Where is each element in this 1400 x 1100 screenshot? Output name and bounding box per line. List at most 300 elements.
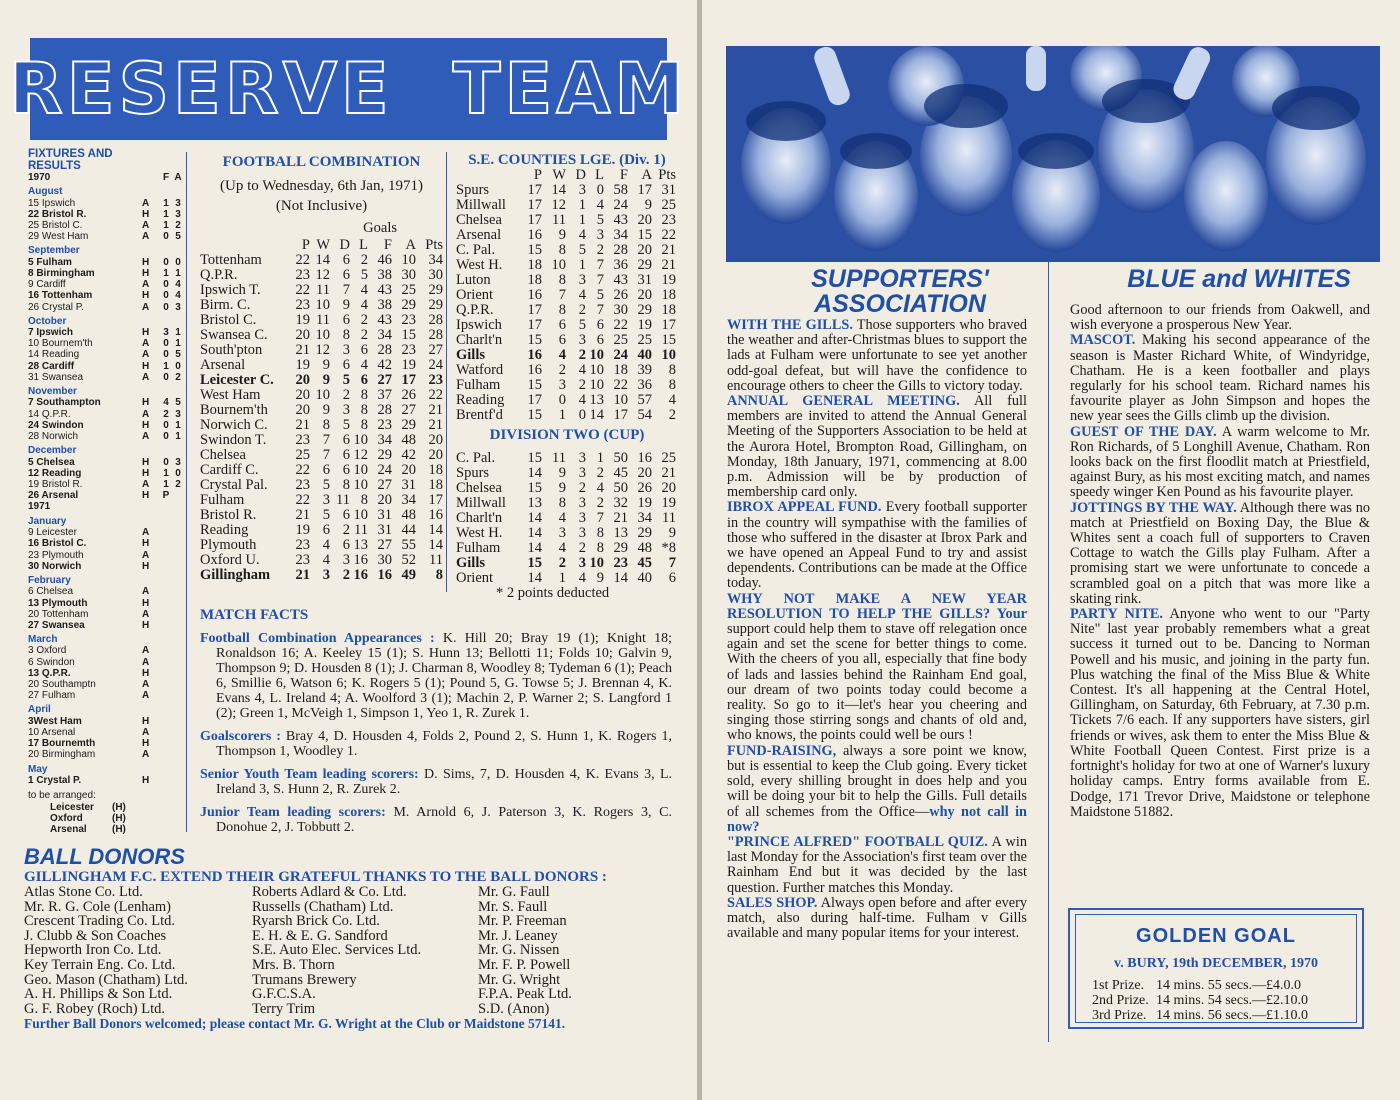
cell-d: 4 (578, 570, 586, 586)
cell-p: 15 (527, 407, 542, 423)
fixture-venue: A (142, 608, 150, 620)
cell-w: 10 (551, 257, 566, 273)
cell-d: 6 (342, 447, 350, 463)
cell-team: Chelsea (456, 212, 502, 228)
cell-l: 6 (596, 332, 604, 348)
table-row (200, 418, 443, 433)
fixture-goals-for: 1 (163, 219, 169, 231)
article-paragraph (1070, 303, 1370, 333)
cell-d: 1 (578, 257, 586, 273)
donor-name: Roberts Adlard & Co. Ltd. (252, 884, 407, 900)
cell-pts: 24 (428, 357, 443, 373)
cell-f: 31 (377, 522, 392, 538)
cell-pts: 14 (428, 537, 443, 553)
cell-f: 36 (613, 257, 628, 273)
cell-f: 50 (613, 450, 628, 466)
cell-p: 16 (527, 227, 542, 243)
fixture-goals-against: 2 (175, 219, 181, 231)
cell-d: 4 (578, 287, 586, 303)
table-row (200, 493, 443, 508)
fixture-goals-for (160, 538, 172, 549)
fixture-row (28, 690, 198, 701)
div2-title: DIVISION TWO (CUP) (489, 427, 645, 443)
table-row (456, 348, 676, 363)
cell-team: Q.P.R. (456, 302, 494, 318)
arranged-row (28, 813, 198, 824)
team-header (456, 168, 518, 183)
cell-a: 34 (637, 510, 652, 526)
cell-a: 26 (401, 387, 416, 403)
fixture-row (28, 338, 198, 349)
cell-l: 10 (353, 432, 368, 448)
cell-a: 16 (637, 450, 652, 466)
cell-l: 4 (360, 357, 368, 373)
fixtures-title-1: FIXTURES AND (28, 148, 113, 160)
table-row (456, 198, 676, 213)
column-header: P (533, 167, 542, 183)
cell-l: 14 (589, 407, 604, 423)
cell-l: 7 (596, 510, 604, 526)
cell-p: 15 (527, 332, 542, 348)
cell-pts: 21 (661, 257, 676, 273)
golden-goal-prizes (1076, 978, 1356, 1023)
fixture-row (28, 668, 198, 679)
junior-scorers-text: M. Arnold 6, J. Paterson 3, K. Rogers 3, C. Donohue 2, J. Tobbutt 2. (216, 805, 672, 835)
fixture-goals-against (172, 668, 184, 679)
cell-a: 40 (637, 347, 652, 363)
fixture-goals-against: 3 (175, 456, 181, 468)
column-header: W (316, 237, 330, 253)
cell-l: 0 (596, 182, 604, 198)
cell-l: 13 (589, 392, 604, 408)
donors-column-2 (252, 885, 478, 1016)
month-heading: March (28, 634, 58, 646)
cell-w: 3 (558, 377, 566, 393)
cell-w: 0 (558, 392, 566, 408)
fixture-row (28, 716, 198, 727)
cell-p: 16 (527, 287, 542, 303)
fixture-goals-for: 0 (163, 419, 169, 431)
cell-pts: 22 (428, 387, 443, 403)
paragraph-text: Every football supporter in the country will sympathise with the families of those who suffered in the disaster at Ibrox Park and we have opened an Appeal Fund to try and assist dependents. Contributions can be made at the Office today. (727, 499, 1027, 592)
table-row (456, 213, 676, 228)
table-row (456, 526, 676, 541)
cell-f: 34 (377, 432, 392, 448)
column-header: L (595, 167, 604, 183)
cell-d: 7 (342, 282, 350, 298)
table-row (456, 451, 676, 466)
table-row (200, 313, 443, 328)
fixture-venue: A (142, 586, 150, 598)
fixture-venue: A (142, 197, 150, 209)
fixture-opponent: 16 Tottenham (28, 290, 93, 302)
cell-w: 11 (316, 282, 330, 298)
fixture-venue: H (142, 560, 150, 572)
cell-f: 28 (377, 402, 392, 418)
article-paragraph (727, 500, 1027, 591)
match-facts-title: MATCH FACTS (200, 607, 309, 623)
cell-a: 31 (637, 272, 652, 288)
cell-p: 21 (295, 342, 310, 358)
cell-w: 8 (558, 302, 566, 318)
fixture-row (28, 727, 198, 738)
fixture-goals-against: 0 (175, 256, 181, 268)
month-heading: November (28, 386, 77, 398)
cell-d: 3 (578, 555, 586, 571)
donor-name: F.P.A. Peak Ltd. (478, 986, 572, 1003)
cell-pts: 34 (428, 252, 443, 268)
cell-pts: 8 (435, 567, 443, 583)
cell-team: Gillingham (200, 567, 271, 583)
cell-pts: 6 (668, 570, 676, 586)
month-heading: August (28, 186, 63, 198)
fixture-venue: A (142, 549, 150, 561)
cell-p: 14 (527, 570, 542, 586)
cell-a: 25 (637, 332, 652, 348)
fixture-venue: A (142, 727, 150, 738)
paragraph-text: Those supporters who braved the weather and after-Christmas blues to support the lads at Fulham were unfortunate to see yet another odd-goal defeat, but will have the confidence to encourage others to cheer the Gills to victory today. (727, 317, 1027, 394)
fixture-row (28, 775, 198, 786)
table-row (200, 523, 443, 538)
cell-d: 6 (342, 252, 350, 268)
golden-goal-box (1068, 908, 1364, 1029)
fixture-opponent: 3 Oxford (28, 645, 67, 657)
fixture-goals-against: 3 (175, 408, 181, 420)
cell-f: 18 (613, 362, 628, 378)
fixture-opponent: 27 Swansea (28, 619, 85, 631)
fixture-opponent: 28 Norwich (28, 431, 79, 442)
cell-d: 8 (342, 327, 350, 343)
cell-a: 29 (637, 302, 652, 318)
cell-l: 16 (353, 552, 368, 568)
fixture-goals-for: 0 (163, 279, 169, 291)
cell-pts: 23 (428, 372, 443, 388)
cell-p: 18 (527, 257, 542, 273)
cell-f: 26 (613, 287, 628, 303)
cell-d: 2 (342, 522, 350, 538)
cell-d: 11 (336, 492, 350, 508)
fixture-opponent: 24 Swindon (28, 419, 84, 431)
cell-pts: 28 (428, 327, 443, 343)
cell-a: 10 (401, 252, 416, 268)
fixture-opponent: 29 West Ham (28, 231, 89, 243)
cell-d: 2 (342, 567, 350, 583)
cell-team: Bristol C. (200, 312, 257, 328)
fixture-venue: A (142, 749, 150, 761)
cell-p: 15 (527, 555, 542, 571)
fixture-row (28, 431, 198, 442)
cell-l: 8 (360, 417, 368, 433)
cell-pts: 8 (668, 362, 676, 378)
paragraph-heading: MASCOT. (1070, 332, 1136, 349)
golden-goal-title: GOLDEN GOAL (1136, 925, 1296, 947)
cell-pts: 21 (428, 417, 443, 433)
cell-d: 1 (578, 212, 586, 228)
donor-name: Trumans Brewery (252, 971, 357, 988)
fixture-goals-against (172, 598, 184, 609)
cell-f: 38 (377, 297, 392, 313)
cell-f: 22 (613, 317, 628, 333)
cell-l: 10 (353, 507, 368, 523)
cell-pts: 20 (661, 480, 676, 496)
table-row (200, 508, 443, 523)
cell-f: 43 (613, 272, 628, 288)
cell-d: 6 (342, 507, 350, 523)
arranged-row (28, 824, 198, 835)
cell-pts: 18 (428, 477, 443, 493)
cell-l: 8 (360, 492, 368, 508)
fixture-goals-against (172, 716, 184, 727)
fixture-goals-against: 1 (175, 431, 181, 442)
appearances-paragraph (200, 631, 672, 721)
cell-p: 22 (295, 252, 310, 268)
cell-a: 44 (401, 522, 416, 538)
cell-team: Fulham (456, 540, 501, 556)
cell-pts: 30 (428, 267, 443, 283)
cell-w: 8 (558, 495, 566, 511)
cell-team: Spurs (456, 465, 490, 481)
fixture-goals-for: 1 (163, 208, 169, 220)
cell-f: 14 (613, 570, 628, 586)
fixture-opponent: 26 Crystal P. (28, 301, 84, 313)
fixture-goals-for (160, 727, 172, 738)
cell-team: Orient (456, 287, 494, 303)
fixture-goals-against (172, 538, 184, 549)
cell-f: 28 (377, 342, 392, 358)
cell-w: 3 (558, 525, 566, 541)
prize-value: 14 mins. 56 secs.—£1.10.0 (1156, 1008, 1309, 1023)
fixture-row (28, 586, 198, 597)
fixture-venue: H (142, 256, 150, 268)
fixture-goals-against: 0 (175, 360, 181, 372)
fixture-goals-for (160, 679, 172, 690)
cell-team: Bristol R. (200, 507, 257, 523)
cell-f: 32 (613, 495, 628, 511)
fixture-opponent: 10 Arsenal (28, 727, 76, 738)
cell-w: 10 (315, 297, 330, 313)
fixture-opponent: 30 Norwich (28, 560, 82, 572)
cell-p: 14 (527, 525, 542, 541)
fixture-row (28, 198, 198, 209)
banner-title (8, 38, 689, 140)
cell-w: 6 (558, 317, 566, 333)
division-two-table (456, 428, 678, 601)
cell-l: 7 (596, 302, 604, 318)
fixture-goals-against (172, 738, 184, 749)
fixture-venue: H (142, 419, 150, 431)
cell-p: 16 (527, 362, 542, 378)
cell-f: 27 (377, 537, 392, 553)
cell-l: 4 (360, 297, 368, 313)
fixture-goals-against: 5 (175, 231, 181, 243)
cell-a: 9 (644, 197, 652, 213)
table-row (200, 448, 443, 463)
cell-f: 25 (613, 332, 628, 348)
table-row (200, 553, 443, 568)
cell-w: 9 (558, 227, 566, 243)
article-paragraph (727, 896, 1027, 942)
table-row (200, 403, 443, 418)
fixture-opponent: 23 Plymouth (28, 549, 84, 561)
table-row (200, 373, 443, 388)
cell-a: 20 (637, 287, 652, 303)
cell-w: 7 (322, 447, 330, 463)
cell-p: 22 (295, 462, 310, 478)
fixture-goals-for (160, 657, 172, 668)
fixture-opponent: 6 Swindon (28, 656, 75, 668)
column-header: F (383, 237, 392, 253)
fixture-venue: A (142, 371, 150, 383)
cell-p: 15 (527, 377, 542, 393)
reserve-team-banner (8, 38, 689, 140)
cell-d: 6 (342, 537, 350, 553)
sec-title: S.E. COUNTIES LGE. (Div. 1) (468, 152, 666, 168)
table-row (200, 463, 443, 478)
cell-d: 6 (342, 357, 350, 373)
cell-p: 19 (295, 312, 310, 328)
cell-l: 8 (360, 402, 368, 418)
cell-p: 23 (295, 267, 310, 283)
cell-w: 9 (558, 465, 566, 481)
cell-team: Birm. C. (200, 297, 251, 313)
fixture-goals-for (160, 620, 172, 631)
paragraph-heading: JOTTINGS BY THE WAY. (1070, 499, 1237, 516)
fixture-goals-for: 1 (163, 267, 169, 279)
cell-l: 4 (596, 197, 604, 213)
cell-d: 6 (342, 462, 350, 478)
donor-name: Mr. G. Wright (478, 971, 561, 988)
cell-a: 19 (401, 357, 416, 373)
fixture-opponent: 13 Plymouth (28, 597, 88, 609)
table-row (200, 478, 443, 493)
fixture-goals-against: 3 (175, 197, 181, 209)
cell-pts: 11 (662, 510, 676, 526)
cell-l: 7 (596, 272, 604, 288)
table-row (456, 258, 676, 273)
fixture-row (28, 609, 198, 620)
cell-team: Swindon T. (200, 432, 267, 448)
fixture-row (28, 397, 198, 408)
fixture-venue: A (142, 656, 150, 668)
cell-team: Plymouth (200, 537, 257, 553)
cell-l: 10 (353, 477, 368, 493)
cell-f: 28 (613, 242, 628, 258)
fixture-venue: H (142, 360, 150, 372)
cell-w: 7 (558, 287, 566, 303)
cell-p: 14 (527, 510, 542, 526)
cell-f: 23 (377, 417, 392, 433)
cell-pts: 18 (661, 302, 676, 318)
column-header: L (359, 237, 368, 253)
paragraph-text: A warm welcome to Mr. Ron Richards, of 5 Longhill Avenue, Chatham. Ron looks back on the first floodlit match at Priestfield, against Bury, as his most exciting match, and names speedy winger Ken Pound as his favourite player. (1070, 423, 1370, 501)
arranged-venue: (H) (112, 824, 126, 836)
fixture-goals-for (160, 738, 172, 749)
table-row (456, 556, 676, 571)
fixture-opponent: 10 Bournem'th (28, 338, 93, 350)
table-row (200, 538, 443, 553)
prize-row (1092, 978, 1356, 993)
cell-w: 1 (558, 570, 566, 586)
cell-p: 15 (527, 450, 542, 466)
table-row (456, 541, 676, 556)
column-header: D (575, 167, 586, 183)
cell-w: 14 (551, 182, 566, 198)
fixture-opponent: 27 Fulham (28, 690, 76, 702)
fixture-row (28, 738, 198, 749)
sec-standings (456, 168, 676, 423)
cell-team: Norwich C. (200, 417, 268, 433)
paragraph-heading: FUND-RAISING, (727, 742, 837, 759)
fixture-opponent: 7 Southampton (28, 397, 101, 409)
col-f-label: F (162, 172, 170, 183)
donor-name: Mr. G. Nissen (478, 942, 560, 959)
cell-w: 6 (322, 522, 330, 538)
donor-name: Mrs. B. Thorn (252, 956, 335, 973)
cell-l: 10 (589, 377, 604, 393)
cell-pts: *8 (661, 540, 676, 556)
fixture-goals-against: 3 (175, 301, 181, 313)
fixture-venue: A (142, 301, 150, 313)
cell-team: Charlt'n (456, 332, 503, 348)
month-heading: January (28, 515, 67, 527)
cell-w: 9 (322, 372, 330, 388)
fixture-row (28, 550, 198, 561)
cell-l: 1 (596, 450, 604, 466)
table-row (200, 433, 443, 448)
cell-a: 27 (401, 402, 416, 418)
fixture-venue: H (142, 490, 150, 502)
fixture-opponent: 5 Chelsea (28, 456, 75, 468)
cell-a: 29 (637, 525, 652, 541)
fixture-opponent: 26 Arsenal (28, 490, 79, 502)
cell-team: Reading (456, 392, 505, 408)
fixture-goals-for: 0 (163, 338, 169, 350)
cell-l: 4 (596, 480, 604, 496)
fixture-goals-against: 1 (175, 419, 181, 431)
cell-a: 57 (637, 392, 652, 408)
fixture-opponent: 31 Swansea (28, 371, 84, 383)
cell-pts: 10 (661, 347, 676, 363)
cell-p: 25 (295, 447, 310, 463)
fixture-goals-for (160, 598, 172, 609)
fixture-venue: H (142, 538, 150, 550)
cell-p: 23 (295, 432, 310, 448)
fixture-venue: A (142, 645, 150, 657)
cell-w: 6 (322, 462, 330, 478)
fixture-goals-against (172, 620, 184, 631)
cell-p: 22 (295, 282, 310, 298)
donors-column-3 (478, 885, 668, 1016)
table-row (456, 378, 676, 393)
cell-a: 30 (401, 267, 416, 283)
cell-w: 4 (322, 537, 330, 553)
cell-team: Ipswich T. (200, 282, 261, 298)
table-row (200, 283, 443, 298)
cell-team: Arsenal (456, 227, 502, 243)
golden-goal-match: v. BURY, 19th DECEMBER, 1970 (1114, 956, 1318, 971)
cell-w: 12 (315, 342, 330, 358)
fixture-opponent: 19 Bristol R. (28, 478, 83, 490)
cell-team: Oxford U. (200, 552, 260, 568)
cell-a: 29 (637, 257, 652, 273)
cell-f: 23 (613, 555, 628, 571)
donor-name: G. F. Robey (Roch) Ltd. (24, 1000, 166, 1017)
fixture-venue: H (142, 267, 150, 279)
cell-w: 2 (558, 362, 566, 378)
fixture-goals-for (160, 550, 172, 561)
banner-word-2: TEAM (452, 48, 689, 130)
cell-a: 20 (637, 212, 652, 228)
